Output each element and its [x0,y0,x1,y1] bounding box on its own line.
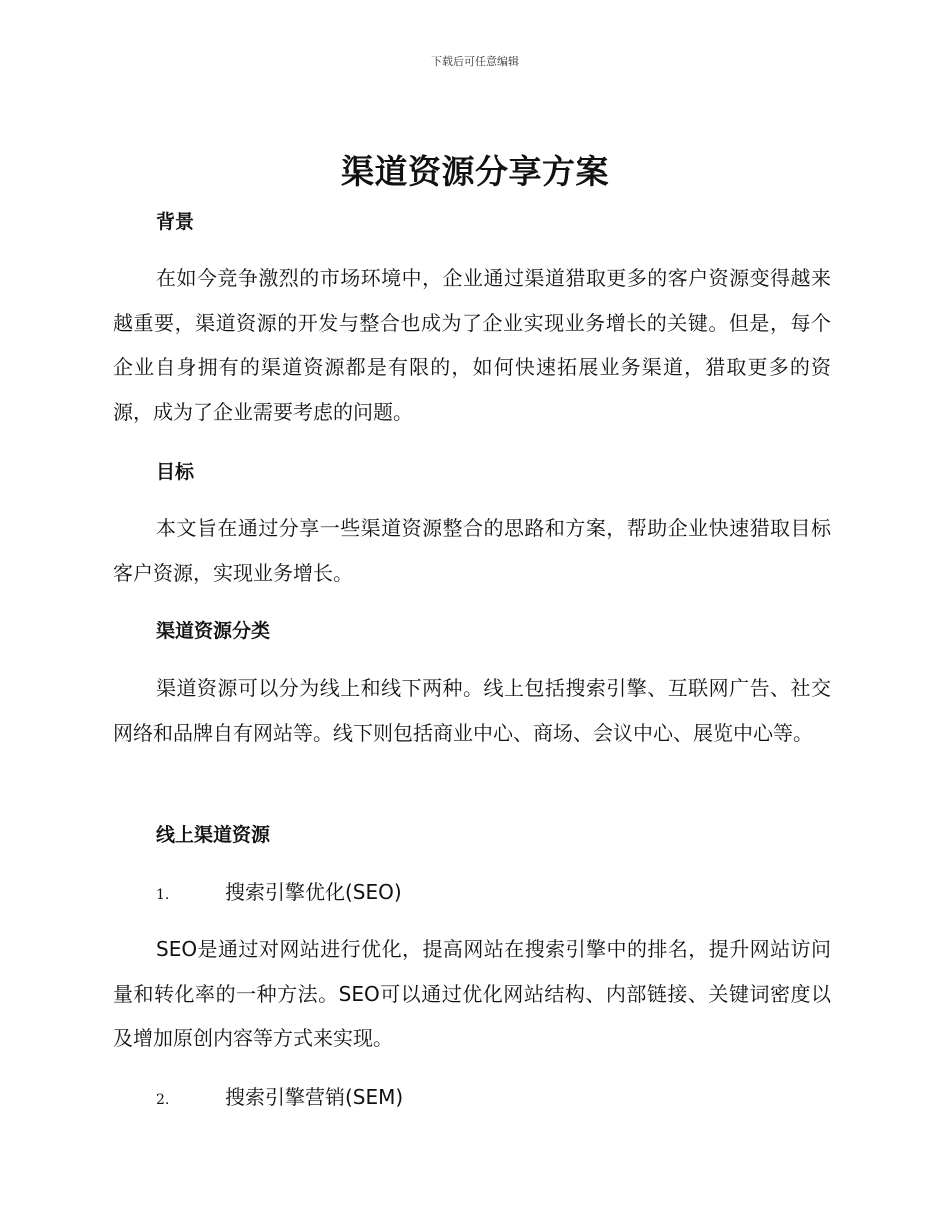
list-item-paragraph-seo: SEO是通过对网站进行优化，提高网站在搜索引擎中的排名，提升网站访问量和转化率的一种方法。SEO可以通过优化网站结构、内部链接、关键词密度以及增加原创内容等方式来实现。 [113,937,831,1051]
list-item-seo [156,878,402,909]
section-paragraph-background: 在如今竞争激烈的市场环境中，企业通过渠道猎取更多的客户资源变得越来越重要，渠道资源的开发与整合也成为了企业实现业务增长的关键。但是，每个企业自身拥有的渠道资源都是有限的，如何快速拓展业务渠道，猎取更多的资源，成为了企业需要考虑的问题。 [113,266,831,425]
list-item-label: 搜索引擎营销(SEM) [225,1085,404,1109]
section-paragraph-channel-classification: 渠道资源可以分为线上和线下两种。线上包括搜索引擎、互联网广告、社交网络和品牌自有网站等。线下则包括商业中心、商场、会议中心、展览中心等。 [113,676,831,745]
section-paragraph-goal: 本文旨在通过分享一些渠道资源整合的思路和方案，帮助企业快速猎取目标客户资源，实现业务增长。 [113,516,831,585]
section-heading-online-channels: 线上渠道资源 [156,824,271,846]
list-item-number: 1. [156,887,170,903]
page-header: 下载后可任意编辑 [431,55,519,68]
section-heading-background: 背景 [156,211,195,233]
document-title: 渠道资源分享方案 [341,152,609,191]
list-item-sem [156,1083,403,1114]
section-heading-channel-classification: 渠道资源分类 [156,620,271,642]
section-heading-goal: 目标 [156,461,195,483]
list-item-label: 搜索引擎优化(SEO) [225,880,402,904]
list-item-number: 2. [156,1092,170,1108]
